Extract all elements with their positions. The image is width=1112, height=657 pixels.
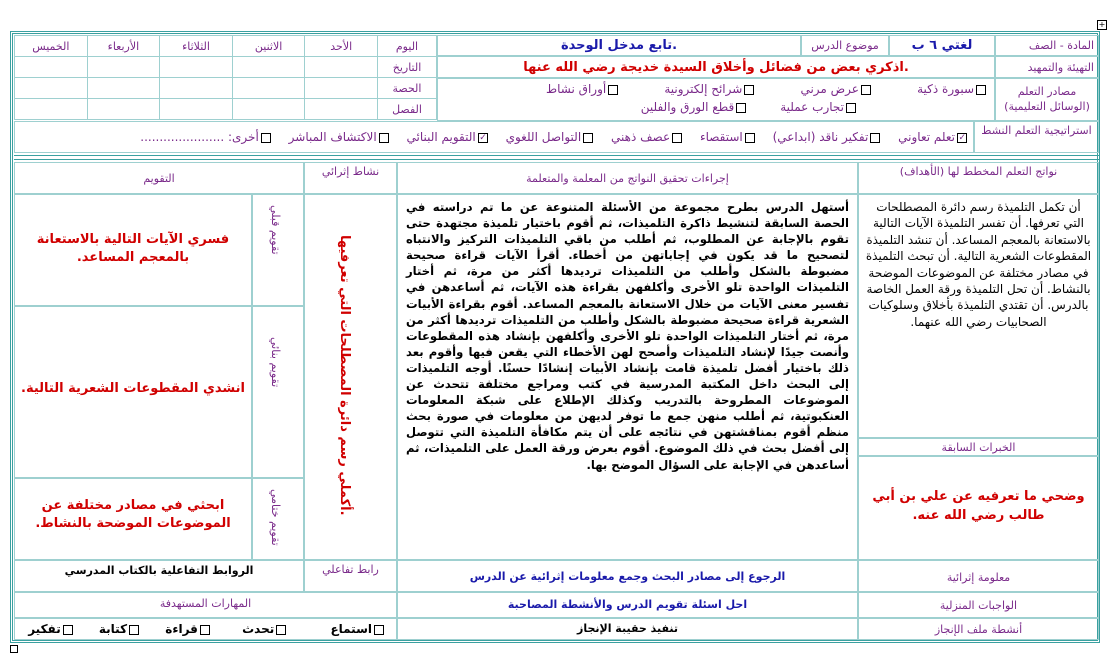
period-cell[interactable]	[160, 78, 233, 99]
portfolio-label: أنشطة ملف الإنجاز	[858, 618, 1099, 640]
checkbox-icon[interactable]	[846, 103, 856, 113]
strategy-option[interactable]: عصف ذهني	[611, 130, 682, 144]
final-assessment-value: ابحثي في مصادر مختلفة عن الموضوعات الموضحة بالنشاط.	[14, 478, 252, 560]
class-label: الفصل	[378, 99, 437, 120]
checkbox-icon[interactable]	[379, 133, 389, 143]
intro-label-cell: التهيئة والتمهيد	[995, 56, 1099, 78]
formative-assessment-value: انشدي المقطوعات الشعرية التالية.	[14, 306, 252, 478]
date-cell[interactable]	[305, 57, 378, 78]
checkbox-icon[interactable]	[861, 85, 871, 95]
checkbox-icon[interactable]	[672, 133, 682, 143]
days-label: اليوم	[378, 36, 437, 57]
final-assessment-label: تقويم ختامي	[269, 489, 282, 546]
pre-assessment-label: تقويم قبلي	[269, 205, 282, 255]
checkbox-icon[interactable]	[608, 85, 618, 95]
checkbox-icon[interactable]	[744, 85, 754, 95]
day-tuesday: الثلاثاء	[160, 36, 233, 57]
strategy-option[interactable]: أخرى: ......................	[140, 130, 271, 144]
topic-label-cell: موضوع الدرس	[801, 35, 889, 56]
period-cell[interactable]	[87, 78, 160, 99]
enrichment-label: معلومة إثرائية	[858, 560, 1099, 592]
activity-cell	[304, 194, 397, 560]
checkbox-icon[interactable]	[63, 625, 73, 635]
strategy-option[interactable]: استقصاء	[700, 130, 755, 144]
schedule-table	[14, 35, 437, 121]
day-wednesday: الأربعاء	[87, 36, 160, 57]
source-option[interactable]: تجارب عملية	[780, 100, 856, 114]
checkbox-icon[interactable]	[129, 625, 139, 635]
class-cell[interactable]	[305, 99, 378, 120]
skill-option[interactable]: كتابة	[99, 622, 139, 636]
formative-assessment-label: تقويم بنائي	[269, 337, 282, 388]
checkbox-icon[interactable]	[583, 133, 593, 143]
section-divider	[14, 155, 1099, 160]
source-option[interactable]: سبورة ذكية	[917, 82, 986, 96]
sources-label-cell: مصادر التعلم (الوسائل التعليمية)	[995, 78, 1099, 121]
activity-value: أكملي رسم دائرة المصطلحات التي تعرفيها.	[337, 235, 352, 516]
strategies-label-cell: استراتيجية التعلم النشط	[974, 121, 1099, 153]
subject-label-cell: المادة - الصف	[995, 35, 1099, 56]
date-cell[interactable]	[232, 57, 305, 78]
strategies-options	[14, 121, 974, 153]
source-option[interactable]: عرض مرني	[800, 82, 871, 96]
subject-value-cell: لغتي ٦ ب	[889, 35, 995, 56]
day-thursday: الخميس	[15, 36, 88, 57]
prior-experience-value: وضحي ما تعرفيه عن علي بن أبي طالب رضي الله عنه.	[858, 456, 1099, 560]
homework-label: الواجبات المنزلية	[858, 592, 1099, 618]
source-option[interactable]: أوراق نشاط	[546, 82, 618, 96]
checkbox-checked-icon[interactable]	[957, 133, 967, 143]
enrichment-value: الرجوع إلى مصادر البحث وجمع معلومات إثرائية عن الدرس	[397, 560, 858, 592]
period-cell[interactable]	[15, 78, 88, 99]
assessment-pre-label-cell	[252, 194, 304, 306]
header-right	[437, 35, 1099, 121]
date-cell[interactable]	[15, 57, 88, 78]
checkbox-checked-icon[interactable]	[478, 133, 488, 143]
intro-value-cell: اذكري بعض من فضائل وأخلاق السيدة خديجة رضي الله عنها.	[437, 56, 995, 78]
outcomes-text: أن تكمل التلميذة رسم دائرة المصطلحات التي تعرفها. أن تفسر التلميذة الآيات التالية بالاستعانة بالمعجم المساعد. أن تنشد التلميذة المقطوعات الشعرية التالية. أن تبحث التلميذة في مصادر مختلفة عن الموضوعات الموضحة بالنشاط. أن تحل التلميذة ورقة العمل الخاصة بالدرس. أن تقتدي التلميذة بأخلاق وسلوكيات الصحابيات رضي الله عنهما.	[858, 194, 1099, 438]
link-label: رابط تفاعلي	[304, 560, 397, 592]
class-cell[interactable]	[232, 99, 305, 120]
activity-header: نشاط إثرائي	[304, 162, 397, 194]
checkbox-icon[interactable]	[276, 625, 286, 635]
skill-option[interactable]: تفكير	[28, 622, 72, 636]
outcomes-header: نواتج التعلم المخطط لها (الأهداف)	[858, 162, 1099, 194]
link-value[interactable]: الروابط التفاعلية بالكتاب المدرسي	[14, 560, 304, 592]
source-option[interactable]: شرائح إلكترونية	[664, 82, 754, 96]
source-option[interactable]: قطع الورق والفلين	[641, 100, 746, 114]
checkbox-icon[interactable]	[200, 625, 210, 635]
period-cell[interactable]	[232, 78, 305, 99]
skill-option[interactable]: قراءة	[165, 622, 210, 636]
strategy-option[interactable]: تفكير ناقد (ابداعي)	[773, 130, 881, 144]
skills-label: المهارات المستهدفة	[14, 592, 397, 618]
class-cell[interactable]	[160, 99, 233, 120]
strategy-option[interactable]: ✓التقويم البنائي	[406, 130, 487, 144]
checkbox-icon[interactable]	[261, 133, 271, 143]
checkbox-icon[interactable]	[745, 133, 755, 143]
date-label: التاريخ	[378, 57, 437, 78]
assessment-formative-label-cell	[252, 306, 304, 478]
prior-experience-label: الخبرات السابقة	[858, 438, 1099, 456]
sources-options	[437, 78, 995, 121]
table-resize-handle-icon[interactable]	[10, 645, 18, 653]
checkbox-icon[interactable]	[870, 133, 880, 143]
pre-assessment-value: فسري الآيات التالية بالاستعانة بالمعجم المساعد.	[14, 194, 252, 306]
period-cell[interactable]	[305, 78, 378, 99]
homework-value: احل اسئلة تقويم الدرس والأنشطة المصاحبة	[397, 592, 858, 618]
strategy-option[interactable]: ✓تعلم تعاوني	[898, 130, 967, 144]
topic-value-cell: تابع مدخل الوحدة.	[437, 35, 801, 56]
day-monday: الاثنين	[232, 36, 305, 57]
checkbox-icon[interactable]	[976, 85, 986, 95]
period-label: الحصة	[378, 78, 437, 99]
assessment-final-label-cell	[252, 478, 304, 560]
procedures-header: إجراءات تحقيق النواتج من المعلمة والمتعلمة	[397, 162, 858, 194]
portfolio-value: تنفيذ حقيبة الإنجاز	[397, 618, 858, 640]
class-cell[interactable]	[15, 99, 88, 120]
day-sunday: الأحد	[305, 36, 378, 57]
checkbox-icon[interactable]	[736, 103, 746, 113]
skills-options	[14, 618, 397, 640]
strategy-option[interactable]: الاكتشاف المباشر	[289, 130, 389, 144]
assessment-header: التقويم	[14, 162, 304, 194]
procedures-text: أستهل الدرس بطرح مجموعة من الأسئلة المتنوعة عن ما تم دراسته في الحصة السابقة لتنشيط ذاكرة التلميذات، ثم أقوم باختيار تلميذة مجتهدة حتى تقوم بالإجابة عن المطلوب، ثم أطلب من باقي التلميذات التركيز والانتباه لتصحيح ما قد يكون في إجاباتهن من أخطاء. أقرأ الآيات قراءة صحيحة مضبوطة بالشكل وأطلب من التلميذات ترديدها أكثر من مرة، ثم أختار التلميذات الواحدة تلو الأخرى وأكلفهن بقراءة هذه الآيات، ثم أساعدهن في تفسير معنى الآيات من خلال الاستعانة بالمعجم المساعد. أقوم بقراءة الأبيات الشعرية قراءة صحيحة مضبوطة بالشكل وأطلب من التلميذات ترديدها أكثر من مرة، ثم أختار التلميذات الواحدة تلو الأخرى وأكلفهن بإنشاد هذه المقطوعات وأنصت جيدًا لإنشاد التلميذات وأصحح لهن الأخطاء التي يقعن فيها وأقوم بعد ذلك باختيار أفضل تلميذة قامت بإنشاد الأبيات إنشادًا حسنًا. أوجه التلميذات إلى البحث داخل المكتبة المدرسية في كتب ومراجع مختلفة تتحدث عن الموضوعات المطروحة بالتدريب وكذلك الإطلاع على شبكة المعلومات العنكبوتية، ثم أطلب منهن جمع ما توفر لديهن من معلومات في صورة بحث منظم أقوم بمناقشتهن في نتائجه على أن يتم مكافأة التلميذة التي تتوصل إلى أفضل بحث في ذلك الموضوع. أقوم بعرض ورقة العمل على التلميذات، ثم أساعدهن في الإجابة على السؤال الموضح بها.	[397, 194, 858, 560]
class-cell[interactable]	[87, 99, 160, 120]
date-cell[interactable]	[87, 57, 160, 78]
skill-option[interactable]: استماع	[330, 622, 384, 636]
checkbox-icon[interactable]	[374, 625, 384, 635]
date-cell[interactable]	[160, 57, 233, 78]
skill-option[interactable]: تحدث	[242, 622, 286, 636]
strategy-option[interactable]: التواصل اللغوي	[506, 130, 594, 144]
table-move-handle-icon[interactable]: +	[1098, 20, 1106, 29]
